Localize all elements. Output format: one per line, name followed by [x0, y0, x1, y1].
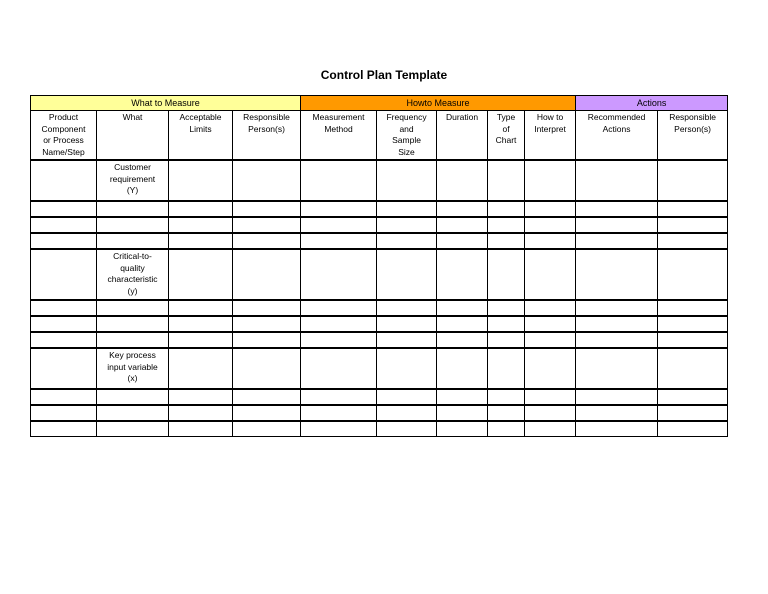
- table-cell[interactable]: [97, 405, 169, 421]
- table-cell[interactable]: [437, 249, 488, 300]
- table-cell[interactable]: [169, 160, 233, 201]
- table-cell[interactable]: [169, 405, 233, 421]
- table-cell[interactable]: [233, 217, 301, 233]
- col-header-measurement-method: Measurement Method: [301, 111, 377, 161]
- table-cell[interactable]: [233, 249, 301, 300]
- section-row-customer: [31, 160, 728, 201]
- group-header-row: [31, 96, 728, 111]
- column-header-row: [31, 111, 728, 161]
- col-header-responsible-persons-actions: Responsible Person(s): [658, 111, 728, 161]
- table-cell[interactable]: [658, 217, 728, 233]
- table-cell[interactable]: [377, 348, 437, 389]
- table-cell[interactable]: [525, 160, 576, 201]
- section-label-customer: Customer requirement (Y): [97, 160, 169, 201]
- table-cell[interactable]: [377, 300, 437, 316]
- section-label-kpiv: Key process input variable (x): [97, 348, 169, 389]
- table-cell[interactable]: [576, 249, 658, 300]
- table-cell[interactable]: [31, 316, 97, 332]
- table-cell[interactable]: [488, 201, 525, 217]
- table-cell[interactable]: [658, 348, 728, 389]
- table-cell[interactable]: [658, 201, 728, 217]
- table-cell[interactable]: [233, 316, 301, 332]
- table-cell[interactable]: [658, 421, 728, 437]
- table-cell[interactable]: [488, 405, 525, 421]
- col-header-chart-type: Type of Chart: [488, 111, 525, 161]
- table-cell[interactable]: [31, 421, 97, 437]
- table-cell[interactable]: [437, 300, 488, 316]
- col-header-product: Product Component or Process Name/Step: [31, 111, 97, 161]
- table-cell[interactable]: [31, 332, 97, 348]
- table-cell[interactable]: [525, 332, 576, 348]
- table-cell[interactable]: [169, 316, 233, 332]
- table-row: [31, 201, 728, 217]
- table-cell[interactable]: [437, 405, 488, 421]
- table-cell[interactable]: [169, 389, 233, 405]
- table-cell[interactable]: [377, 421, 437, 437]
- table-cell[interactable]: [97, 316, 169, 332]
- table-row: [31, 405, 728, 421]
- table-cell[interactable]: [97, 217, 169, 233]
- table-cell[interactable]: [233, 405, 301, 421]
- col-header-responsible-persons: Responsible Person(s): [233, 111, 301, 161]
- table-row: [31, 421, 728, 437]
- table-cell[interactable]: [437, 233, 488, 249]
- table-cell[interactable]: [488, 160, 525, 201]
- table-cell[interactable]: [437, 421, 488, 437]
- table-cell[interactable]: [301, 332, 377, 348]
- group-how-to-measure: Howto Measure: [301, 96, 576, 111]
- table-cell[interactable]: [301, 300, 377, 316]
- table-cell[interactable]: [576, 217, 658, 233]
- table-cell[interactable]: [97, 389, 169, 405]
- table-cell[interactable]: [658, 160, 728, 201]
- col-header-how-to-interpret: How to Interpret: [525, 111, 576, 161]
- table-cell[interactable]: [525, 348, 576, 389]
- table-cell[interactable]: [97, 201, 169, 217]
- table-cell[interactable]: [301, 201, 377, 217]
- table-cell[interactable]: [576, 332, 658, 348]
- table-cell[interactable]: [97, 300, 169, 316]
- table-cell[interactable]: [488, 389, 525, 405]
- table-cell[interactable]: [437, 201, 488, 217]
- table-cell[interactable]: [437, 332, 488, 348]
- table-cell[interactable]: [488, 332, 525, 348]
- table-cell[interactable]: [576, 421, 658, 437]
- table-cell[interactable]: [576, 316, 658, 332]
- table-cell[interactable]: [658, 316, 728, 332]
- col-header-what: What: [97, 111, 169, 161]
- table-cell[interactable]: [576, 160, 658, 201]
- table-cell[interactable]: [169, 421, 233, 437]
- table-cell[interactable]: [301, 421, 377, 437]
- table-cell[interactable]: [576, 348, 658, 389]
- table-cell[interactable]: [576, 233, 658, 249]
- table-cell[interactable]: [233, 332, 301, 348]
- table-cell[interactable]: [377, 249, 437, 300]
- section-row-kpiv: [31, 348, 728, 389]
- table-cell[interactable]: [525, 300, 576, 316]
- table-cell[interactable]: [233, 300, 301, 316]
- table-row: [31, 316, 728, 332]
- table-cell[interactable]: [31, 300, 97, 316]
- table-cell[interactable]: [301, 233, 377, 249]
- table-cell[interactable]: [377, 233, 437, 249]
- table-cell[interactable]: [488, 233, 525, 249]
- table-cell[interactable]: [377, 160, 437, 201]
- table-cell[interactable]: [658, 300, 728, 316]
- table-cell[interactable]: [525, 249, 576, 300]
- table-cell[interactable]: [31, 389, 97, 405]
- table-cell[interactable]: [301, 160, 377, 201]
- table-cell[interactable]: [488, 300, 525, 316]
- table-cell[interactable]: [437, 316, 488, 332]
- table-cell[interactable]: [437, 160, 488, 201]
- table-cell[interactable]: [576, 389, 658, 405]
- table-row: [31, 233, 728, 249]
- table-cell[interactable]: [488, 217, 525, 233]
- table-cell[interactable]: [233, 389, 301, 405]
- table-row: [31, 332, 728, 348]
- table-cell[interactable]: [169, 300, 233, 316]
- table-row: [31, 389, 728, 405]
- table-cell[interactable]: [377, 201, 437, 217]
- table-cell[interactable]: [301, 348, 377, 389]
- table-cell[interactable]: [301, 217, 377, 233]
- page-title: Control Plan Template: [320, 68, 448, 82]
- table-cell[interactable]: [525, 316, 576, 332]
- table-cell[interactable]: [97, 421, 169, 437]
- table-row: [31, 217, 728, 233]
- table-cell[interactable]: [377, 405, 437, 421]
- table-cell[interactable]: [97, 233, 169, 249]
- table-cell[interactable]: [233, 421, 301, 437]
- col-header-duration: Duration: [437, 111, 488, 161]
- table-cell[interactable]: [169, 249, 233, 300]
- table-cell[interactable]: [576, 201, 658, 217]
- table-cell[interactable]: [576, 300, 658, 316]
- table-cell[interactable]: [525, 405, 576, 421]
- table-cell[interactable]: [525, 421, 576, 437]
- table-cell[interactable]: [658, 233, 728, 249]
- table-cell[interactable]: [488, 316, 525, 332]
- table-cell[interactable]: [31, 160, 97, 201]
- group-actions: Actions: [576, 96, 728, 111]
- col-header-acceptable-limits: Acceptable Limits: [169, 111, 233, 161]
- table-cell[interactable]: [97, 332, 169, 348]
- table-cell[interactable]: [233, 201, 301, 217]
- table-cell[interactable]: [377, 316, 437, 332]
- table-cell[interactable]: [658, 389, 728, 405]
- table-cell[interactable]: [31, 405, 97, 421]
- table-cell[interactable]: [169, 217, 233, 233]
- section-label-ctq: Critical-to- quality characteristic (y): [97, 249, 169, 300]
- table-cell[interactable]: [488, 348, 525, 389]
- table-cell[interactable]: [488, 421, 525, 437]
- control-plan-table: [30, 95, 728, 437]
- table-cell[interactable]: [169, 332, 233, 348]
- table-cell[interactable]: [377, 389, 437, 405]
- table-cell[interactable]: [377, 332, 437, 348]
- table-cell[interactable]: [301, 405, 377, 421]
- table-cell[interactable]: [233, 348, 301, 389]
- table-cell[interactable]: [31, 201, 97, 217]
- table-cell[interactable]: [169, 201, 233, 217]
- table-cell[interactable]: [301, 249, 377, 300]
- table-cell[interactable]: [31, 233, 97, 249]
- table-cell[interactable]: [658, 405, 728, 421]
- table-cell[interactable]: [658, 332, 728, 348]
- table-cell[interactable]: [437, 389, 488, 405]
- table-row: [31, 300, 728, 316]
- table-cell[interactable]: [169, 233, 233, 249]
- col-header-recommended-actions: Recommended Actions: [576, 111, 658, 161]
- table-cell[interactable]: [525, 201, 576, 217]
- table-cell[interactable]: [437, 217, 488, 233]
- table-cell[interactable]: [525, 217, 576, 233]
- table-cell[interactable]: [233, 233, 301, 249]
- table-cell[interactable]: [31, 249, 97, 300]
- table-cell[interactable]: [525, 233, 576, 249]
- table-cell[interactable]: [31, 217, 97, 233]
- table-cell[interactable]: [658, 249, 728, 300]
- table-cell[interactable]: [301, 389, 377, 405]
- table-cell[interactable]: [31, 348, 97, 389]
- table-cell[interactable]: [169, 348, 233, 389]
- table-cell[interactable]: [576, 405, 658, 421]
- section-row-ctq: [31, 249, 728, 300]
- col-header-frequency: Frequency and Sample Size: [377, 111, 437, 161]
- table-cell[interactable]: [525, 389, 576, 405]
- table-cell[interactable]: [301, 316, 377, 332]
- group-what-to-measure: What to Measure: [31, 96, 301, 111]
- table-cell[interactable]: [377, 217, 437, 233]
- table-cell[interactable]: [437, 348, 488, 389]
- table-cell[interactable]: [233, 160, 301, 201]
- table-cell[interactable]: [488, 249, 525, 300]
